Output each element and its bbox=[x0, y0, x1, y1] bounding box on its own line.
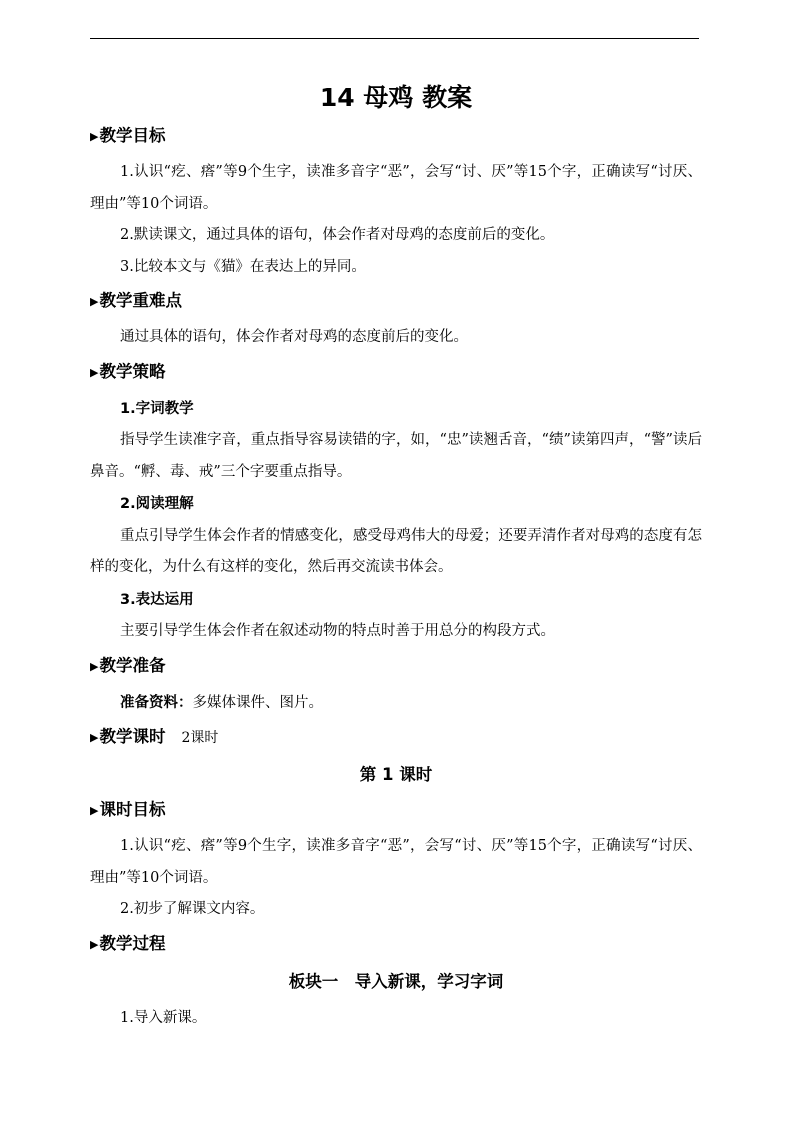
triangle-bullet-icon: ▶ bbox=[90, 130, 99, 143]
section-heading-process: ▶教学过程 bbox=[90, 933, 166, 953]
key-points-text: 通过具体的语句，体会作者对母鸡的态度前后的变化。 bbox=[120, 329, 468, 345]
strategy-label: 3.表达运用 bbox=[120, 591, 194, 608]
section-heading-hours: ▶教学课时 2课时 bbox=[90, 727, 219, 746]
section-heading-lesson-goals: ▶课时目标 bbox=[90, 800, 166, 819]
header-rule bbox=[90, 38, 699, 39]
triangle-bullet-icon: ▶ bbox=[90, 731, 99, 744]
lesson-title: 第 1 课时 bbox=[359, 765, 433, 784]
hours-value: 2课时 bbox=[181, 730, 219, 746]
triangle-bullet-icon: ▶ bbox=[90, 295, 99, 308]
strategy-label: 2.阅读理解 bbox=[120, 496, 194, 512]
triangle-bullet-icon: ▶ bbox=[90, 937, 99, 951]
document-page bbox=[90, 78, 702, 1034]
block-title: 板块一 导入新课，学习字词 bbox=[288, 971, 504, 991]
preparation-line: 准备资料：多媒体课件、图片。 bbox=[120, 694, 323, 711]
goal-item: 1.认识“疙、瘩”等9个生字，读准多音字“恶”，会写“讨、厌”等15个字，正确读写“讨厌、理由”等10个词语。 bbox=[90, 164, 702, 212]
triangle-bullet-icon: ▶ bbox=[90, 659, 99, 673]
section-heading-strategy: ▶教学策略 bbox=[90, 361, 166, 381]
lesson-goal-item: 1.认识“疙、瘩”等9个生字，读准多音字“恶”，会写“讨、厌”等15个字，正确读写“讨厌、理由”等10个词语。 bbox=[90, 838, 702, 886]
section-heading-goals: ▶教学目标 bbox=[90, 126, 166, 145]
section-heading-key-points: ▶教学重难点 bbox=[90, 291, 182, 310]
lesson-goal-item: 2.初步了解课文内容。 bbox=[120, 901, 265, 917]
strategy-text: 主要引导学生体会作者在叙述动物的特点时善于用总分的构段方式。 bbox=[120, 623, 555, 639]
section-heading-preparation: ▶教学准备 bbox=[90, 655, 166, 675]
document-title: 14 母鸡 教案 bbox=[319, 83, 473, 112]
triangle-bullet-icon: ▶ bbox=[90, 804, 99, 817]
triangle-bullet-icon: ▶ bbox=[90, 365, 99, 379]
process-step: 1.导入新课。 bbox=[120, 1009, 207, 1026]
goal-item: 2.默读课文，通过具体的语句，体会作者对母鸡的态度前后的变化。 bbox=[120, 227, 555, 243]
strategy-text: 重点引导学生体会作者的情感变化，感受母鸡伟大的母爱；还要弄清作者对母鸡的态度有怎样的变化，为什么有这样的变化，然后再交流读书体会。 bbox=[90, 527, 702, 575]
strategy-label: 1.字词教学 bbox=[120, 400, 194, 417]
goal-item: 3.比较本文与《猫》在表达上的异同。 bbox=[120, 258, 366, 275]
strategy-text: 指导学生读准字音，重点指导容易读错的字，如，“忠”读翘舌音，“绩”读第四声，“警”读后鼻音。“孵、毒、戒”三个字要重点指导。 bbox=[90, 432, 702, 480]
